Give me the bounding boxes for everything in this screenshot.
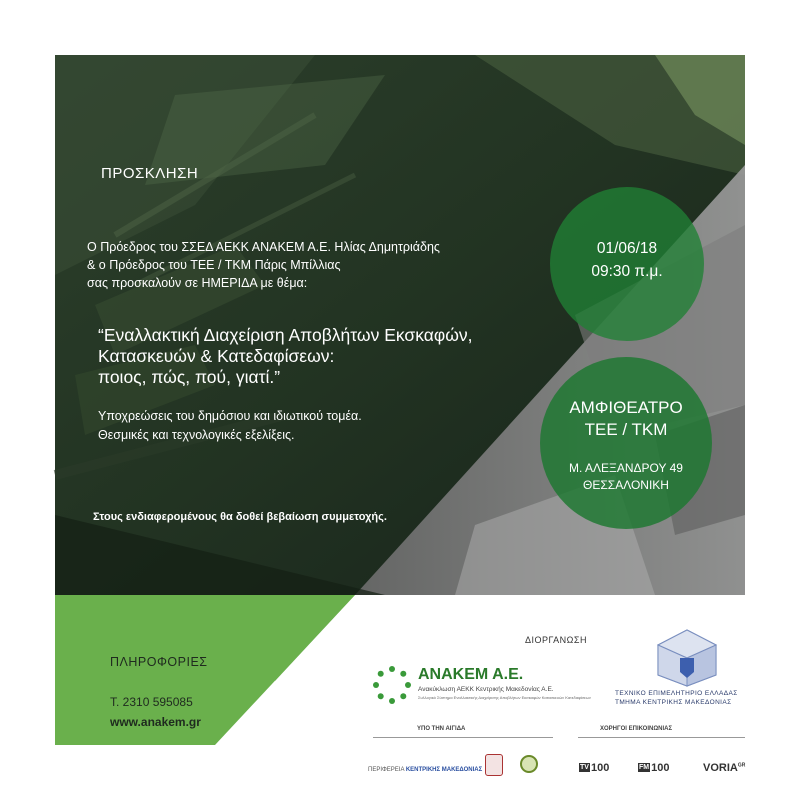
tee-name: ΤΕΧΝΙΚΟ ΕΠΙΜΕΛΗΤΗΡΙΟ ΕΛΛΑΔΑΣ [615,690,738,697]
topic-line: Κατασκευών & Κατεδαφίσεων: [98,346,335,366]
patronage-label: ΥΠΟ ΤΗΝ ΑΙΓΙΔΑ [417,726,466,732]
tv100-text: 100 [590,762,610,774]
venue-circle [540,357,712,529]
tee-logo-icon [652,628,722,688]
anakem-logo-icon [372,665,412,705]
region-logo-text [368,767,482,773]
anakem-name: ΑΝΑΚΕΜ Α.Ε. [418,666,524,683]
tv100-logo [579,762,609,776]
subtopic-line: Θεσμικές και τεχνολογικές εξελίξεις. [98,428,295,442]
organizers-label: ΔΙΟΡΓΑΝΩΣΗ [525,635,587,645]
intro-line: σας προσκαλούν σε ΗΜΕΡΙΔΑ με θέμα: [87,276,308,290]
seal-emblem-icon [520,755,538,773]
venue-line: ΑΜΦΙΘΕΑΤΡΟ [569,398,683,417]
seminar-subtopic [98,407,362,445]
intro-line: & ο Πρόεδρος του ΤΕΕ / ΤΚΜ Πάρις Μπίλλιας [87,258,341,272]
voria-logo [703,762,745,776]
anakem-subtitle: Ανακύκλωση ΑΕΚΚ Κεντρικής Μακεδονίας Α.Ε. [418,686,554,693]
info-heading: ΠΛΗΡΟΦΟΡΙΕΣ [110,655,208,669]
seminar-topic [98,325,473,388]
invitation-card [55,55,746,774]
info-website[interactable]: www.anakem.gr [110,715,201,729]
anakem-tagline: Συλλογικό Σύστημα Εναλλακτικής Διαχείρισης Αποβλήτων Εκσκαφών Κατασκευών Κατεδαφίσεων [418,695,591,700]
invitation-title: ΠΡΟΣΚΛΗΣΗ [101,165,199,182]
voria-sup: GR [737,762,746,769]
certificate-note: Στους ενδιαφερομένους θα δοθεί βεβαίωση συμμετοχής. [93,511,387,523]
region-prefix: ΠΕΡΙΦΕΡΕΙΑ [368,767,405,773]
date-time-block [550,237,704,283]
address-line: Μ. ΑΛΕΞΑΝΔΡΟΥ 49 [569,461,683,475]
event-date: 01/06/18 [596,240,658,257]
venue-line: ΤΕΕ / ΤΚΜ [584,420,668,439]
hero-photo-panel [55,55,745,595]
subtopic-line: Υποχρεώσεις του δημόσιου και ιδιωτικού τομέα. [98,409,362,423]
event-time: 09:30 π.μ. [591,263,663,280]
topic-line: ποιος, πώς, πού, γιατί.” [98,367,281,387]
region-name: ΚΕΝΤΡΙΚΗΣ ΜΑΚΕΔΟΝΙΑΣ [405,767,483,773]
fm100-box: FM [639,764,650,771]
venue-address [540,460,712,494]
voria-text: VORIA [703,762,738,774]
date-time-circle [550,187,704,341]
sponsors-divider [578,737,745,738]
tv100-box: TV [580,764,589,771]
intro-line: Ο Πρόεδρος του ΣΣΕΔ ΑΕΚΚ ΑΝΑΚΕΜ Α.Ε. Ηλίας Δημητριάδης [87,240,440,254]
invitation-intro [87,238,440,292]
patronage-divider [373,737,553,738]
info-phone: Τ. 2310 595085 [110,695,193,709]
municipality-crest-icon [485,754,503,776]
sponsors-label: ΧΟΡΗΓΟΙ ΕΠΙΚΟΙΝΩΝΙΑΣ [600,726,673,732]
address-line: ΘΕΣΣΑΛΟΝΙΚΗ [583,478,669,492]
venue-name [540,397,712,441]
fm100-logo [638,762,669,776]
fm100-text: 100 [651,762,670,774]
tee-department: ΤΜΗΜΑ ΚΕΝΤΡΙΚΗΣ ΜΑΚΕΔΟΝΙΑΣ [615,699,732,706]
topic-line: “Εναλλακτική Διαχείριση Αποβλήτων Εκσκαφών, [98,325,473,345]
